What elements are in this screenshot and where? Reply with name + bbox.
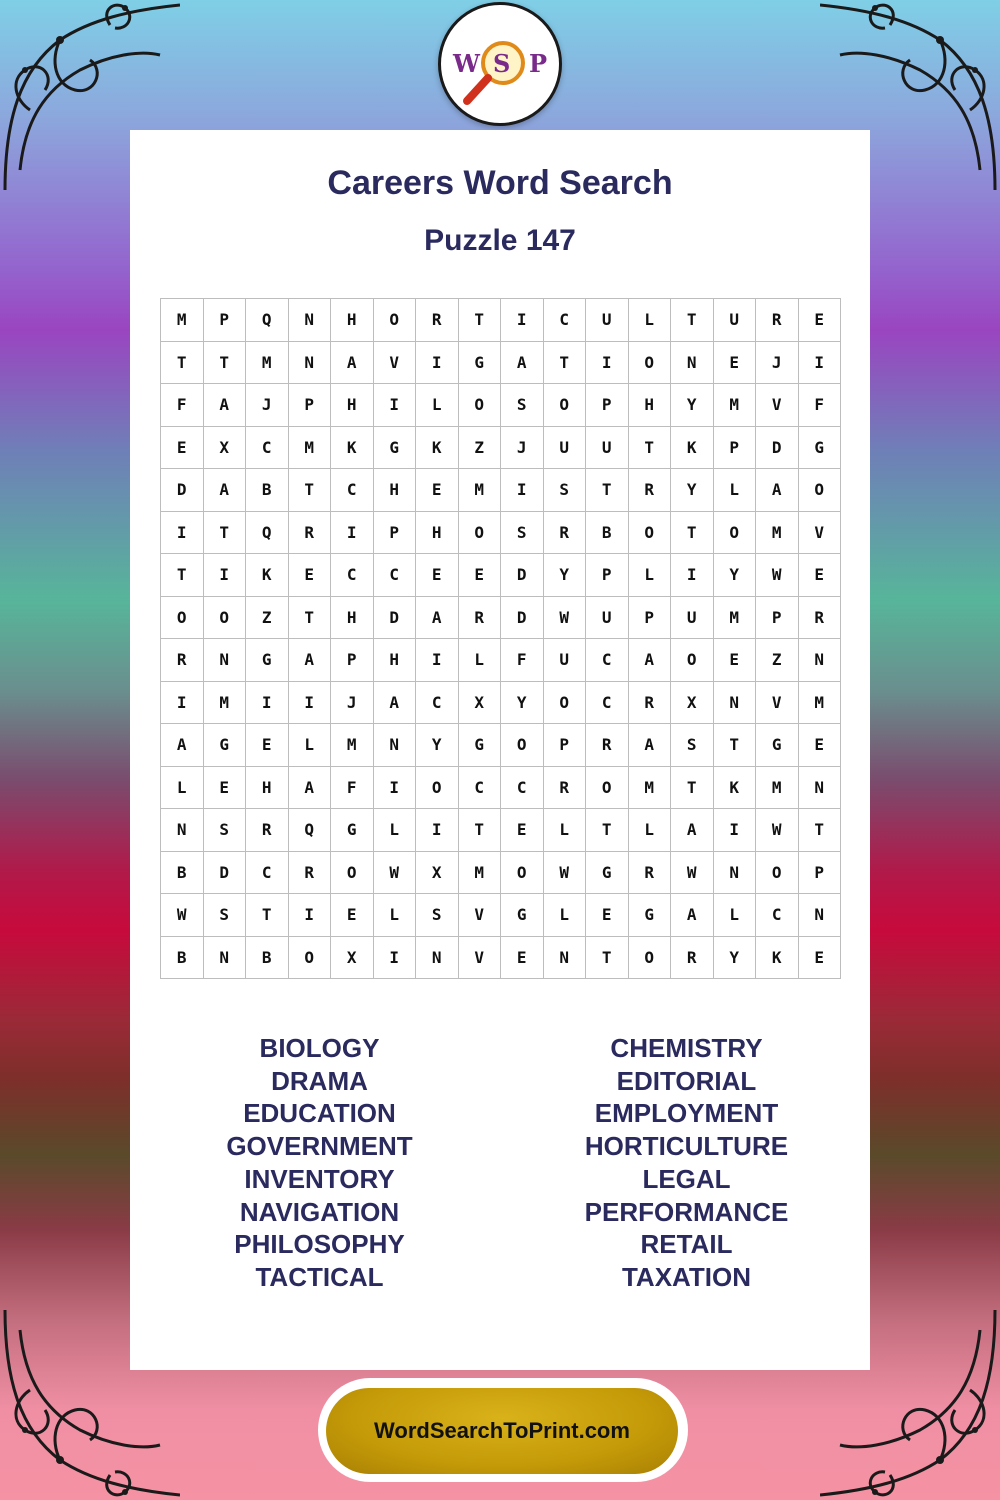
grid-cell[interactable]: O — [204, 597, 247, 640]
word-list-item: LEGAL — [642, 1163, 731, 1194]
grid-cell[interactable]: T — [671, 767, 714, 810]
grid-cell[interactable]: O — [501, 852, 544, 895]
grid-cell[interactable]: E — [799, 724, 842, 767]
grid-cell[interactable]: E — [289, 554, 332, 597]
grid-cell[interactable]: T — [289, 597, 332, 640]
grid-cell[interactable]: N — [799, 639, 842, 682]
grid-cell[interactable]: S — [204, 809, 247, 852]
grid-cell[interactable]: I — [246, 682, 289, 725]
grid-cell[interactable]: P — [629, 597, 672, 640]
grid-cell[interactable]: B — [161, 937, 204, 980]
word-list-item: CHEMISTRY — [610, 1033, 763, 1063]
grid-cell[interactable]: D — [161, 469, 204, 512]
grid-cell[interactable]: R — [459, 597, 502, 640]
grid-cell[interactable]: W — [544, 597, 587, 640]
word-list-item: PHILOSOPHY — [234, 1229, 405, 1260]
grid-cell[interactable]: G — [586, 852, 629, 895]
grid-cell[interactable]: L — [416, 384, 459, 427]
word-list-item: PERFORMANCE — [584, 1196, 789, 1227]
grid-cell[interactable]: B — [246, 937, 289, 980]
grid-cell[interactable]: Q — [289, 809, 332, 852]
word-list-item: EMPLOYMENT — [594, 1098, 779, 1129]
grid-cell[interactable]: B — [246, 469, 289, 512]
grid-cell[interactable]: C — [459, 767, 502, 810]
grid-cell[interactable]: S — [501, 512, 544, 555]
grid-cell[interactable]: T — [246, 894, 289, 937]
grid-cell[interactable]: U — [714, 299, 757, 342]
grid-cell[interactable]: X — [331, 937, 374, 980]
grid-cell[interactable]: H — [374, 639, 417, 682]
grid-cell[interactable]: T — [204, 342, 247, 385]
grid-cell[interactable]: H — [331, 384, 374, 427]
logo-letter-s: S — [493, 49, 511, 78]
grid-cell[interactable]: N — [289, 342, 332, 385]
grid-cell[interactable]: I — [416, 639, 459, 682]
grid-cell[interactable]: N — [204, 639, 247, 682]
grid-cell[interactable]: S — [671, 724, 714, 767]
grid-cell[interactable]: E — [799, 299, 842, 342]
grid-cell[interactable]: M — [459, 852, 502, 895]
grid-cell[interactable]: T — [459, 299, 502, 342]
grid-cell[interactable]: P — [289, 384, 332, 427]
grid-cell[interactable]: A — [289, 767, 332, 810]
grid-cell[interactable]: Y — [714, 554, 757, 597]
grid-cell[interactable]: W — [756, 809, 799, 852]
grid-cell[interactable]: L — [161, 767, 204, 810]
grid-cell[interactable]: R — [629, 852, 672, 895]
wsp-logo[interactable] — [438, 2, 562, 126]
grid-cell[interactable]: R — [586, 724, 629, 767]
grid-cell[interactable]: I — [204, 554, 247, 597]
grid-cell[interactable]: A — [671, 809, 714, 852]
grid-cell[interactable]: N — [204, 937, 247, 980]
grid-cell[interactable]: L — [714, 894, 757, 937]
grid-cell[interactable]: E — [331, 894, 374, 937]
grid-cell[interactable]: R — [544, 767, 587, 810]
grid-cell[interactable]: O — [289, 937, 332, 980]
grid-cell[interactable]: K — [671, 427, 714, 470]
grid-cell[interactable]: P — [586, 554, 629, 597]
grid-cell[interactable]: W — [671, 852, 714, 895]
grid-cell[interactable]: N — [714, 682, 757, 725]
grid-cell[interactable]: E — [416, 469, 459, 512]
grid-cell[interactable]: I — [799, 342, 842, 385]
grid-cell[interactable]: L — [289, 724, 332, 767]
grid-cell[interactable]: B — [586, 512, 629, 555]
grid-cell[interactable]: M — [331, 724, 374, 767]
grid-cell[interactable]: I — [289, 682, 332, 725]
grid-cell[interactable]: E — [586, 894, 629, 937]
grid-cell[interactable]: T — [586, 469, 629, 512]
grid-cell[interactable]: A — [416, 597, 459, 640]
grid-cell[interactable]: A — [204, 384, 247, 427]
grid-cell[interactable]: S — [204, 894, 247, 937]
grid-cell[interactable]: T — [586, 809, 629, 852]
grid-cell[interactable]: I — [374, 937, 417, 980]
grid-cell[interactable]: R — [544, 512, 587, 555]
grid-cell[interactable]: I — [671, 554, 714, 597]
grid-cell[interactable]: O — [714, 512, 757, 555]
grid-cell[interactable]: M — [161, 299, 204, 342]
grid-cell[interactable]: S — [501, 384, 544, 427]
grid-cell[interactable]: L — [544, 894, 587, 937]
grid-cell[interactable]: E — [714, 342, 757, 385]
grid-cell[interactable]: P — [204, 299, 247, 342]
grid-cell[interactable]: O — [629, 342, 672, 385]
grid-cell[interactable]: I — [161, 682, 204, 725]
grid-cell[interactable]: H — [246, 767, 289, 810]
grid-cell[interactable]: S — [416, 894, 459, 937]
grid-cell[interactable]: E — [204, 767, 247, 810]
grid-cell[interactable]: E — [161, 427, 204, 470]
grid-cell[interactable]: G — [331, 809, 374, 852]
grid-cell[interactable]: U — [586, 427, 629, 470]
grid-cell[interactable]: V — [374, 342, 417, 385]
grid-cell[interactable]: M — [756, 767, 799, 810]
grid-cell[interactable]: T — [714, 724, 757, 767]
grid-cell[interactable]: Y — [671, 469, 714, 512]
grid-cell[interactable]: M — [714, 597, 757, 640]
grid-cell[interactable]: C — [544, 299, 587, 342]
grid-cell[interactable]: Q — [246, 512, 289, 555]
grid-cell[interactable]: N — [544, 937, 587, 980]
grid-cell[interactable]: R — [756, 299, 799, 342]
grid-cell[interactable]: Y — [416, 724, 459, 767]
grid-cell[interactable]: G — [501, 894, 544, 937]
grid-cell[interactable]: O — [331, 852, 374, 895]
grid-cell[interactable]: R — [416, 299, 459, 342]
word-list-item: EDUCATION — [243, 1098, 396, 1129]
grid-cell[interactable]: P — [331, 639, 374, 682]
grid-cell[interactable]: O — [416, 767, 459, 810]
grid-cell[interactable]: D — [756, 427, 799, 470]
word-list — [130, 1032, 870, 1294]
grid-cell[interactable]: A — [756, 469, 799, 512]
grid-cell[interactable]: K — [246, 554, 289, 597]
grid-cell[interactable]: J — [246, 384, 289, 427]
grid-cell[interactable]: E — [246, 724, 289, 767]
grid-cell[interactable]: C — [331, 469, 374, 512]
grid-cell[interactable]: A — [161, 724, 204, 767]
grid-cell[interactable]: I — [714, 809, 757, 852]
grid-cell[interactable]: H — [374, 469, 417, 512]
grid-cell[interactable]: N — [416, 937, 459, 980]
grid-cell[interactable]: E — [501, 809, 544, 852]
grid-cell[interactable]: C — [501, 767, 544, 810]
grid-cell[interactable]: R — [629, 682, 672, 725]
grid-cell[interactable]: I — [416, 809, 459, 852]
grid-cell[interactable]: U — [586, 597, 629, 640]
grid-cell[interactable]: C — [416, 682, 459, 725]
grid-cell[interactable]: N — [799, 894, 842, 937]
grid-cell[interactable]: X — [204, 427, 247, 470]
grid-cell[interactable]: R — [671, 937, 714, 980]
grid-cell[interactable]: X — [671, 682, 714, 725]
grid-cell[interactable]: I — [501, 469, 544, 512]
grid-cell[interactable]: R — [161, 639, 204, 682]
grid-cell[interactable]: O — [756, 852, 799, 895]
grid-cell[interactable]: A — [374, 682, 417, 725]
grid-cell[interactable]: T — [671, 299, 714, 342]
word-list-item: BIOLOGY — [259, 1033, 380, 1063]
word-list-item: RETAIL — [640, 1229, 733, 1260]
grid-cell[interactable]: G — [459, 724, 502, 767]
grid-cell[interactable]: Y — [671, 384, 714, 427]
site-link[interactable]: WordSearchToPrint.com — [326, 1388, 678, 1474]
grid-cell[interactable]: G — [756, 724, 799, 767]
grid-cell[interactable]: Z — [756, 639, 799, 682]
grid-cell[interactable]: T — [161, 554, 204, 597]
grid-cell[interactable]: L — [459, 639, 502, 682]
word-list-item: EDITORIAL — [616, 1065, 757, 1096]
grid-cell[interactable]: A — [629, 639, 672, 682]
grid-cell[interactable]: E — [714, 639, 757, 682]
grid-cell[interactable]: V — [459, 937, 502, 980]
grid-cell[interactable]: E — [799, 937, 842, 980]
grid-cell[interactable]: T — [671, 512, 714, 555]
grid-cell[interactable]: Y — [544, 554, 587, 597]
grid-cell[interactable]: Q — [246, 299, 289, 342]
grid-cell[interactable]: I — [416, 342, 459, 385]
grid-cell[interactable]: D — [501, 597, 544, 640]
grid-cell[interactable]: R — [246, 809, 289, 852]
grid-cell[interactable]: A — [501, 342, 544, 385]
grid-cell[interactable]: B — [161, 852, 204, 895]
grid-cell[interactable]: U — [586, 299, 629, 342]
grid-cell[interactable]: N — [161, 809, 204, 852]
footer-badge — [318, 1378, 688, 1482]
grid-cell[interactable]: A — [331, 342, 374, 385]
grid-cell[interactable]: P — [799, 852, 842, 895]
grid-cell[interactable]: I — [161, 512, 204, 555]
grid-cell[interactable]: L — [374, 809, 417, 852]
word-list-item: DRAMA — [271, 1065, 368, 1096]
grid-cell[interactable]: F — [331, 767, 374, 810]
grid-cell[interactable]: T — [629, 427, 672, 470]
grid-cell[interactable]: C — [586, 682, 629, 725]
grid-cell[interactable]: G — [246, 639, 289, 682]
grid-cell[interactable]: I — [374, 767, 417, 810]
grid-cell[interactable]: C — [586, 639, 629, 682]
grid-cell[interactable]: V — [756, 384, 799, 427]
grid-cell[interactable]: R — [799, 597, 842, 640]
grid-cell[interactable]: F — [161, 384, 204, 427]
grid-cell[interactable]: L — [714, 469, 757, 512]
grid-cell[interactable]: W — [374, 852, 417, 895]
grid-cell[interactable]: D — [374, 597, 417, 640]
grid-cell[interactable]: F — [501, 639, 544, 682]
grid-cell[interactable]: I — [374, 384, 417, 427]
grid-cell[interactable]: G — [629, 894, 672, 937]
grid-cell[interactable]: R — [289, 852, 332, 895]
grid-cell[interactable]: M — [289, 427, 332, 470]
grid-cell[interactable]: L — [629, 809, 672, 852]
grid-cell[interactable]: T — [586, 937, 629, 980]
logo-letter-w: W — [453, 49, 480, 78]
grid-cell[interactable]: E — [799, 554, 842, 597]
grid-cell[interactable]: V — [756, 682, 799, 725]
grid-cell[interactable]: S — [544, 469, 587, 512]
grid-cell[interactable]: A — [629, 724, 672, 767]
grid-cell[interactable]: M — [714, 384, 757, 427]
grid-cell[interactable]: R — [289, 512, 332, 555]
grid-cell[interactable]: O — [544, 682, 587, 725]
word-list-left — [136, 1032, 503, 1294]
grid-cell[interactable]: K — [714, 767, 757, 810]
grid-cell[interactable]: T — [799, 809, 842, 852]
grid-cell[interactable]: A — [289, 639, 332, 682]
grid-cell[interactable]: C — [246, 427, 289, 470]
grid-cell[interactable]: P — [544, 724, 587, 767]
grid-cell[interactable]: O — [501, 724, 544, 767]
grid-cell[interactable]: M — [756, 512, 799, 555]
grid-cell[interactable]: O — [629, 937, 672, 980]
grid-cell[interactable]: O — [671, 639, 714, 682]
grid-cell[interactable]: M — [246, 342, 289, 385]
grid-cell[interactable]: O — [374, 299, 417, 342]
grid-cell[interactable]: P — [586, 384, 629, 427]
grid-cell[interactable]: T — [204, 512, 247, 555]
grid-cell[interactable]: K — [416, 427, 459, 470]
grid-cell[interactable]: P — [756, 597, 799, 640]
grid-cell[interactable]: M — [629, 767, 672, 810]
grid-cell[interactable]: C — [331, 554, 374, 597]
grid-cell[interactable]: P — [714, 427, 757, 470]
puzzle-sheet — [130, 130, 870, 1370]
grid-cell[interactable]: O — [799, 469, 842, 512]
grid-cell[interactable]: Z — [459, 427, 502, 470]
grid-cell[interactable]: E — [459, 554, 502, 597]
grid-cell[interactable]: Y — [714, 937, 757, 980]
word-list-item: NAVIGATION — [239, 1196, 400, 1227]
grid-cell[interactable]: L — [544, 809, 587, 852]
grid-cell[interactable]: H — [416, 512, 459, 555]
grid-cell[interactable]: F — [799, 384, 842, 427]
grid-cell[interactable]: C — [374, 554, 417, 597]
word-list-right — [503, 1032, 870, 1294]
word-list-item: GOVERNMENT — [226, 1131, 413, 1162]
grid-cell[interactable]: D — [501, 554, 544, 597]
grid-cell[interactable]: H — [331, 597, 374, 640]
grid-cell[interactable]: T — [459, 809, 502, 852]
word-list-item: INVENTORY — [244, 1163, 395, 1194]
grid-cell[interactable]: G — [374, 427, 417, 470]
grid-cell[interactable]: W — [756, 554, 799, 597]
logo-letter-p: P — [529, 49, 548, 78]
grid-cell[interactable]: O — [459, 512, 502, 555]
grid-cell[interactable]: E — [501, 937, 544, 980]
grid-cell[interactable]: I — [289, 894, 332, 937]
grid-cell[interactable]: I — [331, 512, 374, 555]
grid-cell[interactable]: U — [671, 597, 714, 640]
grid-cell[interactable]: L — [629, 554, 672, 597]
grid-cell[interactable]: M — [799, 682, 842, 725]
grid-cell[interactable]: I — [586, 342, 629, 385]
grid-cell[interactable]: G — [204, 724, 247, 767]
page-title: Careers Word Search — [327, 164, 673, 202]
grid-cell[interactable]: C — [756, 894, 799, 937]
grid-cell[interactable]: L — [374, 894, 417, 937]
grid-cell[interactable]: C — [246, 852, 289, 895]
grid-cell[interactable]: K — [756, 937, 799, 980]
grid-cell[interactable]: Y — [501, 682, 544, 725]
grid-cell[interactable]: E — [416, 554, 459, 597]
grid-cell[interactable]: V — [799, 512, 842, 555]
grid-cell[interactable]: H — [331, 299, 374, 342]
grid-cell[interactable]: O — [459, 384, 502, 427]
word-list-item: HORTICULTURE — [584, 1131, 789, 1162]
grid-cell[interactable]: X — [459, 682, 502, 725]
grid-cell[interactable]: O — [586, 767, 629, 810]
grid-cell[interactable]: O — [629, 512, 672, 555]
grid-cell[interactable]: W — [161, 894, 204, 937]
grid-cell[interactable]: I — [501, 299, 544, 342]
grid-cell[interactable]: K — [331, 427, 374, 470]
grid-cell[interactable]: P — [374, 512, 417, 555]
word-list-item: TAXATION — [621, 1261, 752, 1292]
grid-cell[interactable]: W — [544, 852, 587, 895]
grid-cell[interactable]: A — [204, 469, 247, 512]
grid-cell[interactable]: N — [374, 724, 417, 767]
grid-cell[interactable]: U — [544, 639, 587, 682]
grid-cell[interactable]: N — [799, 767, 842, 810]
word-list-item: TACTICAL — [255, 1261, 384, 1292]
puzzle-number: Puzzle 147 — [424, 224, 576, 257]
letter-grid — [160, 298, 841, 979]
grid-cell[interactable]: J — [501, 427, 544, 470]
grid-cell[interactable]: D — [204, 852, 247, 895]
grid-cell[interactable]: X — [416, 852, 459, 895]
grid-cell[interactable]: O — [544, 384, 587, 427]
grid-cell[interactable]: J — [331, 682, 374, 725]
grid-cell[interactable]: L — [629, 299, 672, 342]
grid-cell[interactable]: O — [161, 597, 204, 640]
grid-cell[interactable]: N — [289, 299, 332, 342]
grid-cell[interactable]: Z — [246, 597, 289, 640]
grid-cell[interactable]: M — [204, 682, 247, 725]
grid-cell[interactable]: G — [459, 342, 502, 385]
grid-cell[interactable]: G — [799, 427, 842, 470]
grid-cell[interactable]: N — [714, 852, 757, 895]
grid-cell[interactable]: T — [161, 342, 204, 385]
grid-cell[interactable]: N — [671, 342, 714, 385]
grid-cell[interactable]: U — [544, 427, 587, 470]
grid-cell[interactable]: A — [671, 894, 714, 937]
grid-cell[interactable]: M — [459, 469, 502, 512]
grid-cell[interactable]: V — [459, 894, 502, 937]
grid-cell[interactable]: T — [289, 469, 332, 512]
grid-cell[interactable]: H — [629, 384, 672, 427]
grid-cell[interactable]: T — [544, 342, 587, 385]
grid-cell[interactable]: J — [756, 342, 799, 385]
grid-cell[interactable]: R — [629, 469, 672, 512]
